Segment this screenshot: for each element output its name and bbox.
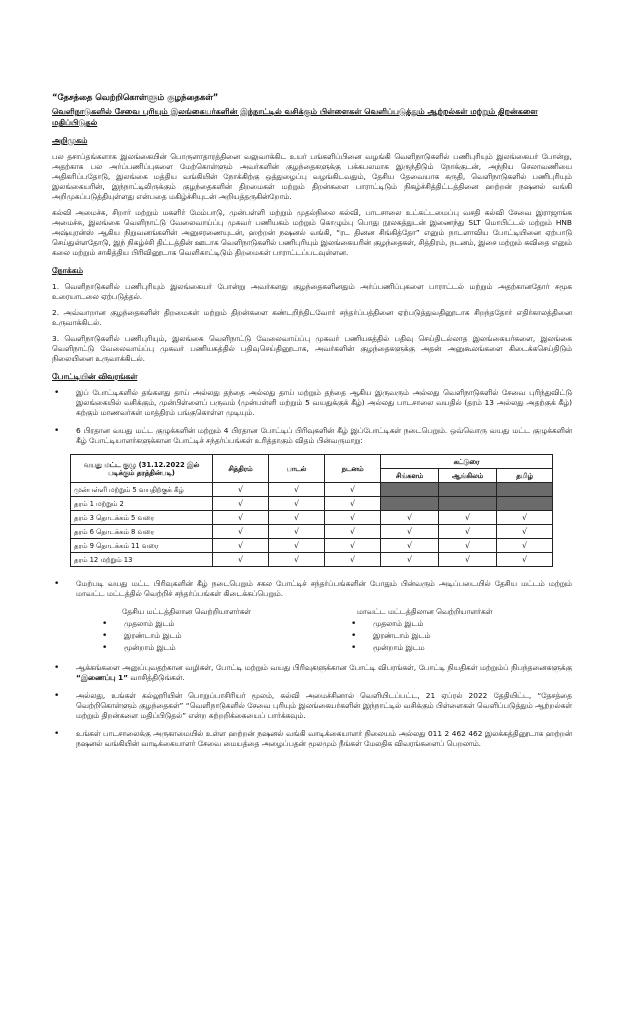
district-place-2: • இரண்டாம் இடம் (351, 631, 572, 641)
tick-cell: √ (381, 553, 439, 567)
details-list-2 (52, 579, 572, 599)
tick-cell: √ (439, 511, 497, 525)
col-header-dance: நடனம் (325, 455, 381, 483)
annex-text-post: வாசித்திடுங்கள். (128, 673, 185, 682)
national-place-1: • முதலாம் இடம் (102, 619, 317, 629)
tick-cell: √ (269, 539, 325, 553)
col-header-english: ஆங்கிலம் (439, 469, 497, 483)
table-row (71, 497, 553, 511)
tick-cell: √ (325, 539, 381, 553)
tick-cell: √ (325, 553, 381, 567)
district-winners (317, 607, 572, 655)
document-page (52, 92, 572, 757)
national-place-2: • இரண்டாம் இடம் (102, 631, 317, 641)
tick-cell: √ (439, 553, 497, 567)
table-row (71, 553, 553, 567)
age-group-label: தரம் 1 மற்றும் 2 (71, 497, 213, 511)
tick-cell: √ (269, 553, 325, 567)
tick-cell: √ (381, 525, 439, 539)
table-row (71, 483, 553, 497)
col-header-sinhala: சிங்களம் (381, 469, 439, 483)
objective-heading: நோக்கம் (52, 266, 83, 275)
details-bullet-contact: • உங்கள் பாடசாலைக்கு அருகாமையில் உள்ள ஹற்றன் நஷனல் வங்கி வாடிக்கையாளர் நிலையம் அல்லது 011 2 462 462 இலக்கத்தினூடாக ஹற்றன் நஷனல் வங்கியின் வாடிக்கையாளர் சேவை மையத்தை அழைப்பதன் மூலமும் நீங்கள் மேலதிக விவரங்களைப் பெறலாம். (52, 729, 572, 749)
age-group-label: தரம் 12 மற்றும் 13 (71, 553, 213, 567)
details-bullet-eligibility: • இப் போட்டிகளில் தங்களது தாய் அல்லது தந்தை அல்லது தாய் மற்றும் தந்தை ஆகிய இருவரும் அல்லது வெளிநாடுகளில் சேவை புரிந்துவிட்டு இலங்கையில் வசிக்கும், முன்பிள்ளைப் பருவம் (முன்பள்ளி மற்றும் 5 வயதுக்குக் கீழ்) அல்லது பாடசாலை வயதில் (தரம் 13 அல்லது அதற்குக் கீழ்) கற்கும் மாணவர்கள் மாத்திரம் பங்குகொள்ள முடியும். (52, 388, 572, 418)
empty-cell (381, 483, 439, 497)
age-category-table (70, 454, 553, 567)
tick-cell: √ (213, 539, 269, 553)
col-header-song: பாடல் (269, 455, 325, 483)
empty-cell (381, 497, 439, 511)
empty-cell (497, 497, 553, 511)
tick-cell: √ (325, 511, 381, 525)
tick-cell: √ (439, 539, 497, 553)
details-heading: போட்டியின் விவரங்கள் (52, 372, 138, 381)
district-place-3: • மூன்றாம் இடம (351, 643, 572, 653)
empty-cell (439, 483, 497, 497)
district-winners-title: மாவட்ட மட்டத்திலான வெற்றியாளர்கள் (357, 607, 493, 616)
national-winners (62, 607, 317, 655)
empty-cell (497, 483, 553, 497)
tick-cell: √ (381, 539, 439, 553)
tick-cell: √ (269, 525, 325, 539)
details-bullet-winners: • மேற்படி வயது மட்ட பிரிவுகளின் கீழ் நடைபெறும் சகல போட்டிச் சந்தர்ப்பங்களின் போதும் பின்வரும் அடிப்படையில் தேசிய மட்டம் மற்றும் மாவட்ட மட்டத்தில் வெற்றிச் சந்தர்ப்பங்கள் கிடைக்கப்பெறும். (52, 579, 572, 599)
col-header-art: சித்திரம் (213, 455, 269, 483)
col-header-essay: கட்டுரை (381, 455, 553, 469)
tick-cell: √ (439, 525, 497, 539)
table-row (71, 525, 553, 539)
tick-cell: √ (213, 511, 269, 525)
tick-cell: √ (325, 525, 381, 539)
table-row (71, 511, 553, 525)
tick-cell: √ (381, 511, 439, 525)
empty-cell (439, 497, 497, 511)
winners-block (62, 607, 572, 655)
tick-cell: √ (213, 497, 269, 511)
annex-text-pre: ஆக்கங்களை அனுப்புவதற்கான வழிகள், போட்டி மற்றும் வயது பிரிவுகளுக்கான போட்டி விபரங்கள், போட்டி நியதிகள் மற்றும்ப் நிபந்தனைகளுக்கு (76, 663, 572, 672)
table-row (71, 539, 553, 553)
details-list (52, 388, 572, 446)
national-place-3: • மூன்றாம் இடம் (102, 643, 317, 653)
intro-paragraph-2: கல்வி அமைச்சு, சிறார் மற்றும் மகளிர் மேம்பாடு, முன்பள்ளி மற்றும் முதல்நிலை கல்வி, பாடசாலை உட்கட்டமைப்பு வசதி கல்வி சேவை இராஜாங்க அமைச்சு, இலங்கை வெளிநாட்டு வேலைவாய்ப்பு முகவர் பணியகம் மற்றும் கொழும்பு பொது நூலகத்துடன் இணைந்து SLT மொபிட்டல் மற்றும் HNB அஷ்யுரன்ஸ் ஆகிய நிறுவனங்களின் அனுசரணையுடன், ஹற்றன் நஷனல் வங்கி, “ரட தினன சிங்கித்தோ” எனும் நாடளாவிய போட்டியினை ஏற்பாடு செய்துள்ளதோடு, இந் நிகழ்ச்சி திட்டத்தின் ஊடாக வெளிநாடுகளில் பணிபுரியும் இலங்கையரின் குழந்தைகள், சித்திரம், நடனம், இசை மற்றும் கவிதை எனும் கலை மற்றும் சாகித்திய பிரிவினூடாக வெளிகாட்டிடும் திறமைகள் பாராட்டப்படவுள்ளன. (52, 208, 572, 257)
national-winners-title: தேசிய மட்டத்திலான வெற்றியாளர்கள் (122, 607, 251, 616)
tick-cell: √ (269, 511, 325, 525)
details-bullet-circular: • அல்லது, உங்கள் கல்லூரியின் பொறுப்பாசிரியர் மூலம், கல்வி அமைச்சினால் வெளியிடப்பட்ட, 21 ஏப்ரல் 2022 தேதியிட்ட, “தேசத்தை வெற்றிகொள்ளும் குழந்தைகள்” “வெளிநாடுகளில் சேவை புரியும் இலங்கையர்களின் இந்நாட்டில் வசிக்கும் பிள்ளைகள் வெளிப்படுத்தும் ஆற்றல்கள் மற்றும் திறன்களை மதிப்பிடுதல்” என்ற சுற்றறிக்கையைப் பார்க்கவும். (52, 691, 572, 721)
tick-cell: √ (269, 483, 325, 497)
details-bullet-groups (52, 426, 572, 446)
doc-subtitle: வெளிநாடுகளில் சேவை புரியும் இலங்கையர்களின் இந்நாட்டில் வசிக்கும் பிள்ளைகள் வெளிப்படுத்தும் ஆற்றல்கள் மற்றும் திறன்களை மதிப்பிடுதல் (52, 107, 538, 127)
col-header-tamil: தமிழ் (497, 469, 553, 483)
annex-link: “இணைப்பு 1” (76, 673, 129, 682)
objective-item-1: 1. வெளிநாடுகளில் பணிபுரியும் இலங்கையர் போன்று அவர்களது குழந்தைகளினதும் அர்ப்பணிப்புகளை பாராட்டல் மற்றும் அதற்கானதோர் சமூக உரையாடலை ஏற்படுத்தல். (52, 282, 572, 301)
tick-cell: √ (213, 525, 269, 539)
tick-cell: √ (497, 525, 553, 539)
age-group-label: முன்பள்ளி மற்றும் 5 வயதிற்குக் கீழ் (71, 483, 213, 497)
tick-cell: √ (497, 539, 553, 553)
intro-paragraph-1: பல தசாப்தங்களாக இலங்கையின் பொருளாதாரத்தினை வலுவாக்கிட உயர் பங்களிப்பினை வழங்கி வெளிநாடுகளில் பணிபுரியும் இலங்கையர் போன்று, அதற்காக பல அர்ப்பணிப்புகளை மேற்கொள்ளும் அவர்களின் குழந்தைகளுக்கு பக்கபலமாக இருந்திடும் நோக்குடன், அந்நிய செலாவணியை அதிகரிப்பதோடு, இலங்கை மத்திய வங்கியின் நோக்கிற்கு ஒத்துழைப்பு வழங்கிடவதும், தேசிய தேவையாக கருதி, வெளிநாடுகளில் பணிபுரியும் இலங்கையரின், இந்நாட்டிலிருக்கும் குழந்தைகளின் திறமைகள் மற்றும் திறன்களை பாராட்டிடும் நிகழ்ச்சித்திட்டத்தினை ஹற்றன் நஷனல் வங்கி அறிமுகப்படுத்தியுள்ளது என்பதை மகிழ்ச்சியுடன் அறியத்தருகின்றோம். (52, 152, 572, 201)
tick-cell: √ (497, 553, 553, 567)
details-bullet-annex (52, 663, 572, 683)
objective-item-3: 3. வெளிநாடுகளில் பணிபுரியும், இலங்கை வெளிநாட்டு வேலைவாய்ப்பு முகவர் பணியகத்தில் பதிவு செய்திடல்லாத இலங்கையர்களை, இலங்கை வெளிநாட்டு வேலைவாய்ப்பு முகவர் பணியகத்தில் பதிவுசெய்தினூடாக, அவர்களின் குழந்தைகளுக்கு அதன் அனுகூலங்களை கிடைக்கசெய்திடும் நிலையினை உருவாக்கிடல். (52, 334, 572, 363)
tick-cell: √ (269, 497, 325, 511)
age-group-label: தரம் 9 தொடக்கம் 11 வரை (71, 539, 213, 553)
tick-cell: √ (213, 553, 269, 567)
tick-cell: √ (497, 511, 553, 525)
age-group-label: தரம் 3 தொடக்கம் 5 வரை (71, 511, 213, 525)
doc-title: “தேசத்தை வெற்றிகொள்ளும் குழந்தைகள்” (52, 92, 219, 102)
objective-item-2: 2. அவ்வாறான குழந்தைகளின் திறமைகள் மற்றும் திறன்களை கண்டறிந்திடவோர் சந்தர்ப்பத்தினை ஏற்படுத்துவதினூடாக சிறந்ததோர் எதிர்காலத்தினை உருவாக்கிடல். (52, 308, 572, 327)
details-list-3 (52, 663, 572, 749)
col-header-age-group: வயது மட்ட குழு (31.12.2022 இல் படிக்கும் தரத்தின்படி) (71, 455, 213, 483)
tick-cell: √ (325, 483, 381, 497)
details-bullet-groups-text: 6 பிரதான வயது மட்ட குழுக்களின் மற்றும் 4 பிரதான போட்டிப் பிரிவுகளின் கீழ் இப்போட்டிகள் நடைபெறும். ஒவ்வொரு வயது மட்ட குழுக்களின் கீழ் போட்டியாளர்களுக்கான போட்டிச் சந்தர்ப்பங்கள் உரித்தாகும் விதம் பின்வருமாறு: (76, 426, 572, 445)
tick-cell: √ (213, 483, 269, 497)
tick-cell: √ (325, 497, 381, 511)
district-place-1: • முதலாம் இடம் (351, 619, 572, 629)
intro-heading: அறிமுகம் (52, 136, 88, 145)
age-group-label: தரம் 6 தொடக்கம் 8 வரை (71, 525, 213, 539)
